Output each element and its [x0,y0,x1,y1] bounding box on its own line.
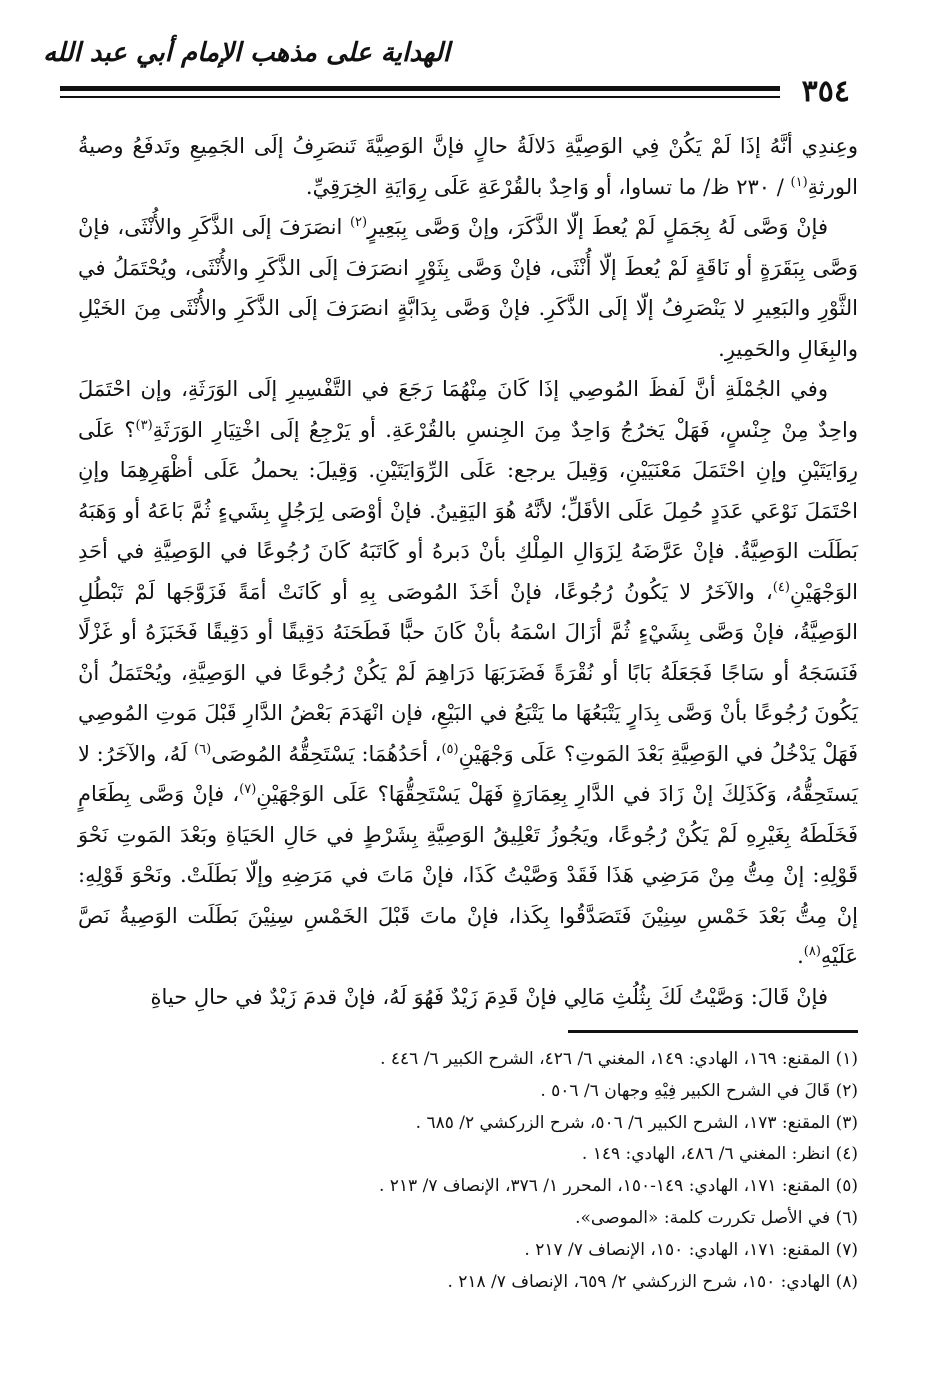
footnote-ref: (١) [790,174,808,190]
header-rule-thick [60,86,780,91]
footnote: (٤) انظر: المغني ٦/ ٤٨٦، الهادي: ١٤٩ . [581,1144,858,1165]
paragraph [78,977,858,1018]
footnote: (٣) المقنع: ١٧٣، الشرح الكبير ٦/ ٥٠٦، شرح الزركشي ٢/ ٦٨٥ . [415,1112,858,1133]
text-run: / ٢٣٠ ظ/ ما تساوا، أو وَاحِدٌ بالقُرْعَةِ عَلَى رِوَايَةِ الخِرَقِيِّ. [305,174,791,199]
footnote-ref: (٢) [349,215,368,230]
footnote-ref: (٦) [194,741,212,757]
footnote: (٥) المقنع: ١٧١، الهادي: ١٤٩-١٥٠، المحرر ١/ ٣٧٦، الإنصاف ٧/ ٢١٣ . [378,1176,858,1197]
header-rule-thin [60,96,780,98]
footnote-ref: (٧) [239,782,257,797]
page-number: ٣٥٤ [796,74,850,109]
footnote: (٨) الهادي: ١٥٠، شرح الزركشي ٢/ ٦٥٩، الإنصاف ٧/ ٢١٨ . [447,1271,858,1292]
text-run: لَهُ، والآخَرُ: لا يَستَحِقُّهُ، وَكَذَلِكَ إنْ زَادَ في الدَّارِ بِعِمَارَةٍ فَهَلْ يَسْتَحِقُّهَا؟ عَلَى الوَجْهَيْنِ [78,741,858,806]
text-run: وفي الجُمْلَةِ أنَّ لَفظَ المُوصِي إذَا كَانَ مِنْهُمَا رَجَعَ في التَّفْسِيرِ إلَى الوَرَثَةِ، وإن احْتَمَلَ واحِدٌ مِنْ جِنْسٍ، فَهَلْ يَخرُجُ وَاحِدٌ مِنَ الجِنسِ بالقُرْعَةِ. أو يَرْجِعُ إلَى اخْتِيَارِ الوَرَثَةِ [78,377,858,442]
paragraph [78,126,858,207]
text-run: . [797,944,804,968]
footnote: (٦) في الأصل تكررت كلمة: «الموصى». [575,1207,858,1228]
footnote-ref: (٨) [803,944,821,959]
text-run: انصَرَفَ إلَى الذَّكَرِ والأُنْثَى، فإنْ وَصَّى بِبَقَرَةٍ أو نَاقَةٍ لَمْ يُعطَ إلّا أُنْثَى، فإنْ وَصَّى بِثَوْرٍ انصَرَفَ إلَى الذَّكَرِ والأُنْثَى، ويُحْتَمَلُ في الثَّوْرِ والبَعِيرِ لا يَنْصَرِفُ إلّا إلَى الذَّكَرِ. فإنْ وَصَّى بِدَابَّةٍ انصَرَفَ إلَى الذَّكَرِ والأُنْثَى مِنَ الخَيْلِ والبِغَالِ والحَمِيرِ. [78,215,858,361]
running-title: الهداية على مذهب الإمام أبي عبد الله [43,38,450,68]
text-run: ؟ عَلَى رِوَايَتَيْنِ وإنِ احْتَمَلَ مَعْنَيَيْنِ، وَقِيلَ يرجع: عَلَى الرِّوَايَتَيْنِ. وَقِيلَ: يحملُ عَلَى أظْهَرِهِمَا وإنِ احْتَمَلَ نَوْعَي عَدَدٍ حُمِلَ عَلَى الأقَلِّ؛ لأنَّهُ هُوَ اليَقِينُ. فإنْ أوْصَى لِرَجُلٍ بِشَيءٍ ثُمَّ بَاعَهُ أو وَهَبَهُ بَطَلَت الوَصِيَّةُ. فإنْ عَرَّضَهُ لِزَوَالِ المِلْكِ بأنْ دَبرهُ أو كَاتَبَهُ كَانَ رُجُوعًا في الوَصِيَّةِ في أحَدِ الوَجْهَيْنِ [78,417,858,604]
footnote-ref: (٣) [135,417,153,433]
footnote: (١) المقنع: ١٦٩، الهادي: ١٤٩، المغني ٦/ ٤٢٦، الشرح الكبير ٦/ ٤٤٦ . [380,1049,858,1069]
text-run: فإنْ وَصَّى لَهُ بِجَمَلٍ لَمْ يُعطَ إلّا الذَّكَرَ، وإنْ وَصَّى بِبَعِيرٍ [367,215,828,239]
text-run: ، أحَدُهُمَا: يَسْتَحِقُّهُ المُوصَى [211,741,442,766]
text-run: وعِندِي أنَّهُ إذَا لَمْ يَكُنْ فِي الوَصِيَّةِ دَلالَةُ حالٍ فإنَّ الوَصِيَّةَ تَنصَرِفُ إلَى الجَمِيعِ وتَدفَعُ وصيةُ الورثةِ [78,134,858,199]
main-text [78,126,858,1017]
page-header [43,28,850,118]
footnotes [78,1044,858,1298]
footnote-ref: (٤) [772,579,790,595]
text-run: ، فإنْ وَصَّى بِطَعَامٍ فَخَلَطَهُ بِغَيْرِهِ لَمْ يَكُنْ رُجُوعًا، ويَجُوزُ تَعْلِيقُ الوَصِيَّةِ بِشَرْطٍ في حَالِ الحَيَاةِ وبَعْدَ المَوتِ نَحْوَ قَوْلِهِ: إنْ مِتُّ مِنْ مَرَضِي هَذَا فَقَدْ وَصَّيْتُ كَذَا، فإنْ مَاتَ في مَرَضِهِ وإلّا بَطَلَتْ. ونَحْوَ قَوْلِهِ: إنْ مِتُّ بَعْدَ خَمْسِ سِنِيْنَ فَتَصَدَّقُوا بِكَذا، فإنْ ماتَ قَبْلَ الخَمْسِ سِنِيْنَ بَطَلَت الوَصِيةُ نَصَّ عَلَيْهِ [78,782,858,968]
paragraph [78,369,858,977]
text-run: ، والآخَرُ لا يَكُونُ رُجُوعًا، فإنْ أخَذَ المُوصَى بِهِ أو كَانَتْ أمَةً فَزَوَّجَها لَمْ تَبْطُلِ الوَصِيَّةُ، فإنْ وَصَّى بِشَيْءٍ ثُمَّ أزَالَ اسْمَهُ بأنْ كَانَ حبًّا فَطَحَنَهُ دَقِيقًا أو دَقِيقًا فَخَبَزَهُ أو غَزْلًا فَنَسَجَهُ أو سَاجًا فَجَعَلَهُ بَابًا أو نُقْرَةً فَضَرَبَهَا دَرَاهِمَ لَمْ يَكُنْ رُجُوعًا في الوَصِيَّةِ، ويُحْتَمَلُ أنْ يَكُونَ رُجُوعًا بأنْ وَصَّى بِدَارٍ يَتْبَعُهَا ما يَتْبَعُ في البَيْعِ، فإن انْهَدَمَ بَعْضُ الدَّارِ قَبْلَ مَوتِ المُوصِي فَهَلْ يَدْخُلُ في الوَصِيَّةِ بَعْدَ المَوتِ؟ عَلَى وَجْهَيْنِ [78,579,858,766]
footnote-ref: (٥) [441,741,459,757]
footnote-separator [568,1030,858,1033]
footnote: (٧) المقنع: ١٧١، الهادي: ١٥٠، الإنصاف ٧/ ٢١٧ . [524,1239,858,1260]
text-run: فإنْ قَالَ: وَصَّيْتُ لَكَ بِثُلُثِ مَالِي فإنْ قَدِمَ زَيْدٌ فَهُوَ لَهُ، فإنْ قدمَ زَيْدٌ في حالِ حياةِ [150,984,828,1009]
paragraph [78,207,858,369]
footnote: (٢) قَالَ في الشرح الكبير فِيْهِ وجهان ٦/ ٥٠٦ . [540,1080,858,1101]
